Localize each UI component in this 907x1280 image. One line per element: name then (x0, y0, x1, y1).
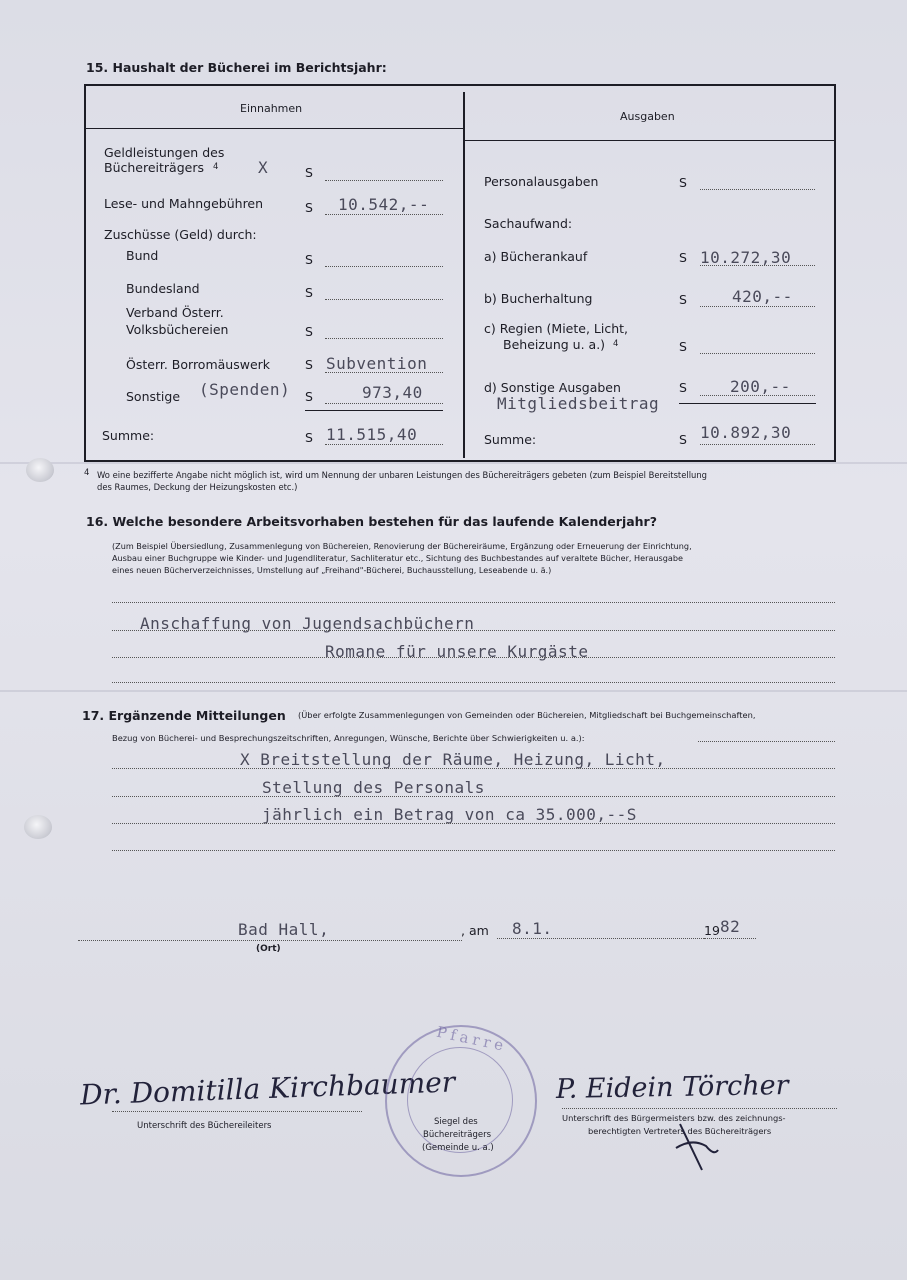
geld-label-line2: Büchereiträgers (104, 160, 204, 175)
b-value: 420,-- (732, 287, 793, 306)
seal-caption-line3: (Gemeinde u. a.) (422, 1143, 494, 1153)
footnote-line1: Wo eine bezifferte Angabe nicht möglich ist, wird um Nennung der unbaren Leistungen des Büchereiträgers gebeten (zum Beispiel Bereitstellung (97, 470, 707, 480)
section16-line (112, 602, 835, 603)
section16-hint-line1: (Zum Beispiel Übersiedlung, Zusammenlegung von Büchereien, Renovierung der Büchereiräume, Ergänzung oder Erneuerung der Einrichtung, (112, 541, 692, 551)
currency-s: S (679, 175, 687, 190)
currency-s: S (305, 285, 313, 300)
mayor-signature: P. Eidein Törcher (555, 1069, 789, 1106)
place-label: (Ort) (256, 944, 281, 954)
income-header: Einnahmen (240, 102, 303, 115)
borromaeus-label: Österr. Borromäuswerk (126, 357, 271, 372)
mayor-caption-line1: Unterschrift des Bürgermeisters bzw. des zeichnungs- (562, 1113, 786, 1123)
footnote-mark: 4 (84, 468, 90, 478)
section16-answer1: Anschaffung von Jugendsachbüchern (140, 614, 475, 633)
section16-line (112, 657, 835, 658)
currency-s: S (305, 165, 313, 180)
verband-dotted-line (325, 338, 443, 339)
section15-title: 15. Haushalt der Bücherei im Berichtsjahr: (86, 60, 387, 75)
zuschuesse-label: Zuschüsse (Geld) durch: (104, 227, 257, 242)
section17-line (112, 768, 835, 769)
punch-hole (24, 815, 52, 839)
section17-hint-line1: (Über erfolgte Zusammenlegungen von Gemeinden oder Büchereien, Mitgliedschaft bei Buchgemeinschaften, (298, 710, 756, 720)
sonstige-note: (Spenden) (199, 380, 291, 399)
d-value: 200,-- (730, 377, 791, 396)
section17-title: 17. Ergänzende Mitteilungen (82, 708, 286, 723)
expense-sum-rule (679, 403, 816, 404)
b-dotted-line (700, 306, 815, 307)
footnote-line2: des Raumes, Deckung der Heizungskosten etc.) (97, 482, 298, 492)
bundesland-dotted-line (325, 299, 443, 300)
budget-table-divider (463, 92, 465, 458)
c-label-line2: Beheizung u. a.) (503, 337, 606, 352)
librarian-caption: Unterschrift des Büchereileiters (137, 1121, 272, 1131)
lese-value: 10.542,-- (338, 195, 430, 214)
income-header-rule (86, 128, 464, 129)
currency-s: S (679, 380, 687, 395)
d-dotted-line (700, 395, 815, 396)
borromaeus-value: Subvention (326, 354, 428, 373)
currency-s: S (305, 357, 313, 372)
seal-stamp-text: Pfarre (434, 1022, 509, 1056)
income-summe-value: 11.515,40 (326, 425, 418, 444)
bund-label: Bund (126, 248, 159, 263)
expense-summe-dotted-line (700, 444, 815, 445)
verband-label-line2: Volksbüchereien (126, 322, 229, 337)
currency-s: S (679, 432, 687, 447)
sonstige-label: Sonstige (126, 389, 181, 404)
d-label: d) Sonstige Ausgaben (484, 380, 621, 395)
punch-hole (26, 458, 54, 482)
librarian-signature-line (112, 1111, 362, 1112)
section16-line (112, 682, 835, 683)
seal-caption-line2: Büchereiträgers (423, 1130, 491, 1140)
expense-header-rule (464, 140, 834, 141)
date-value: 8.1. (512, 919, 553, 938)
section17-line (112, 823, 835, 824)
geld-label-line1: Geldleistungen des (104, 145, 225, 160)
seal-caption-line1: Siegel des (434, 1117, 478, 1127)
c-label-line1: c) Regien (Miete, Licht, (484, 321, 629, 336)
currency-s: S (679, 339, 687, 354)
section17-answer3: jährlich ein Betrag von ca 35.000,--S (262, 805, 637, 824)
year-line (704, 938, 756, 939)
sach-label: Sachaufwand: (484, 216, 573, 231)
income-sum-rule (305, 410, 443, 411)
section17-line (112, 850, 835, 851)
librarian-signature: Dr. Domitilla Kirchbaumer (79, 1065, 456, 1112)
mayor-signature-line (562, 1108, 837, 1109)
sonstige-value: 973,40 (362, 383, 423, 402)
geld-dotted-line (325, 180, 443, 181)
bundesland-label: Bundesland (126, 281, 200, 296)
section17-line (698, 741, 835, 742)
personal-label: Personalausgaben (484, 174, 599, 189)
section17-answer1: X Breitstellung der Räume, Heizung, Licht, (240, 750, 666, 769)
section17-line (112, 796, 835, 797)
income-summe-label: Summe: (102, 428, 155, 443)
section17-answer2: Stellung des Personals (262, 778, 485, 797)
borromaeus-dotted-line (325, 372, 443, 373)
section17-hint-line2: Bezug von Bücherei- und Besprechungszeitschriften, Anregungen, Wünsche, Berichte über Schwierigkeiten u. a.): (112, 733, 585, 743)
year-prefix: 19 (704, 923, 720, 938)
currency-s: S (305, 389, 313, 404)
section16-hint-line3: eines neuen Bücherverzeichnisses, Umstellung auf „Freihand"-Bücherei, Buchausstellung, Leseabende u. ä.) (112, 565, 552, 575)
a-dotted-line (700, 265, 815, 266)
income-summe-dotted-line (325, 444, 443, 445)
place-value: Bad Hall, (238, 920, 330, 939)
currency-s: S (305, 430, 313, 445)
currency-s: S (305, 200, 313, 215)
expense-header: Ausgaben (620, 110, 675, 123)
year-value: 82 (720, 917, 741, 936)
mayor-caption-line2: berechtigten Vertreters des Büchereiträgers (588, 1126, 772, 1136)
geld-value: X (258, 158, 269, 177)
c-dotted-line (700, 353, 815, 354)
verband-label-line1: Verband Österr. (126, 305, 224, 320)
currency-s: S (679, 292, 687, 307)
paper-fold (0, 690, 907, 692)
section16-title: 16. Welche besondere Arbeitsvorhaben bestehen für das laufende Kalenderjahr? (86, 514, 657, 529)
mayor-initials-mark (672, 1120, 722, 1175)
currency-s: S (305, 324, 313, 339)
sonstige-dotted-line (325, 403, 443, 404)
place-line (78, 940, 462, 941)
expense-summe-value: 10.892,30 (700, 423, 792, 442)
currency-s: S (305, 252, 313, 267)
paper-fold (0, 462, 907, 464)
expense-summe-label: Summe: (484, 432, 537, 447)
bund-dotted-line (325, 266, 443, 267)
personal-dotted-line (700, 189, 815, 190)
section16-answer2: Romane für unsere Kurgäste (325, 642, 589, 661)
b-label: b) Bucherhaltung (484, 291, 593, 306)
section16-hint-line2: Ausbau einer Buchgruppe wie Kinder- und Jugendliteratur, Sachliteratur etc., Sichtung des Buchbestandes auf veraltete Bücher, Herausgabe (112, 553, 683, 563)
lese-dotted-line (325, 214, 443, 215)
a-label: a) Bücherankauf (484, 249, 588, 264)
footnote-mark: 4 (613, 339, 619, 349)
a-value: 10.272,30 (700, 248, 792, 267)
am-label: , am (461, 923, 489, 938)
date-line (497, 938, 704, 939)
lese-label: Lese- und Mahngebühren (104, 196, 264, 211)
currency-s: S (679, 250, 687, 265)
d-note: Mitgliedsbeitrag (497, 394, 660, 413)
section16-line (112, 630, 835, 631)
footnote-mark: 4 (213, 162, 219, 172)
